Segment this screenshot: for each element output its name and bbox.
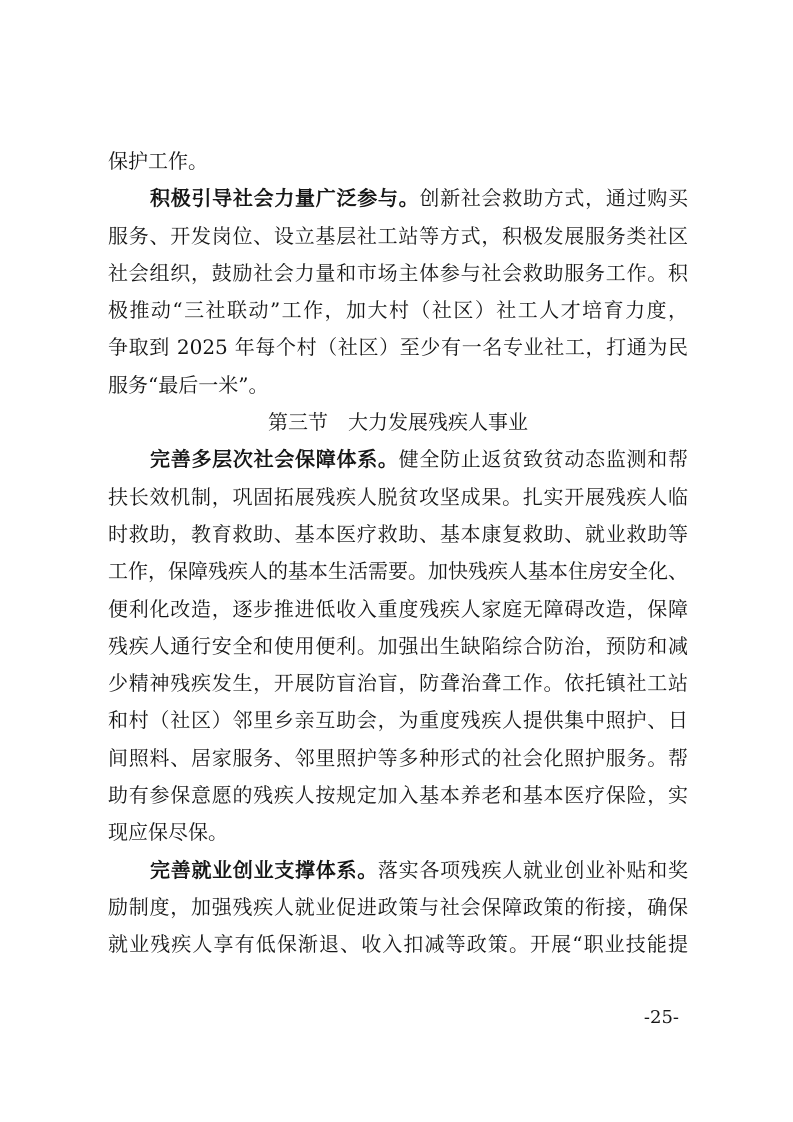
text-line: 残疾人通行安全和使用便利。加强出生缺陷综合防治，预防和减 [108,633,688,658]
text-line: 工作，保障残疾人的基本生活需要。加快残疾人基本住房安全化、 [108,559,688,584]
text-line: 服务“最后一米”。 [108,372,269,397]
text-line: 间照料、居家服务、邻里照护等多种形式的社会化照护服务。帮 [108,745,688,770]
text-line: 扶长效机制，巩固拓展残疾人脱贫攻坚成果。扎实开展残疾人临 [108,484,688,509]
text-run: 创新社会救助方式，通过购买 [419,186,689,211]
text-line: 服务、开发岗位、设立基层社工站等方式，积极发展服务类社区 [108,223,688,248]
body-text [108,143,688,964]
text-line: 现应保尽保。 [108,820,228,845]
text-line: 便利化改造，逐步推进低收入重度残疾人家庭无障碍改造，保障 [108,596,688,621]
text-line: 少精神残疾发生，开展防盲治盲，防聋治聋工作。依托镇社工站 [108,671,688,696]
section-heading: 第三节 大力发展残疾人事业 [268,410,528,435]
page-number: -25- [643,1007,679,1028]
paragraph-first-line [108,852,688,889]
text-line: 和村（社区）邻里乡亲互助会，为重度残疾人提供集中照护、日 [108,708,688,733]
text-run: 健全防止返贫致贫动态监测和帮 [398,447,689,472]
text-line: 就业残疾人享有低保渐退、收入扣减等政策。开展“职业技能提 [108,932,688,957]
text-line: 极推动“三社联动”工作，加大村（社区）社工人才培育力度， [108,298,688,323]
text-line: 助有参保意愿的残疾人按规定加入基本养老和基本医疗保险，实 [108,783,688,808]
paragraph-first-line [108,180,688,217]
paragraph-lead: 完善就业创业支撑体系。 [150,857,378,882]
text-line: 社会组织，鼓励社会力量和市场主体参与社会救助服务工作。积 [108,260,688,285]
paragraph-lead: 积极引导社会力量广泛参与。 [150,186,420,211]
text-line: 励制度，加强残疾人就业促进政策与社会保障政策的衔接，确保 [108,894,688,919]
text-line: 时救助，教育救助、基本医疗救助、基本康复救助、就业救助等 [108,521,688,546]
text-run: 落实各项残疾人就业创业补贴和奖 [377,857,689,882]
paragraph-first-line [108,441,688,478]
text-line: 争取到 2025 年每个村（社区）至少有一名专业社工，打通为民 [108,335,688,360]
text-line: 保护工作。 [108,149,208,173]
paragraph-lead: 完善多层次社会保障体系。 [150,447,399,472]
